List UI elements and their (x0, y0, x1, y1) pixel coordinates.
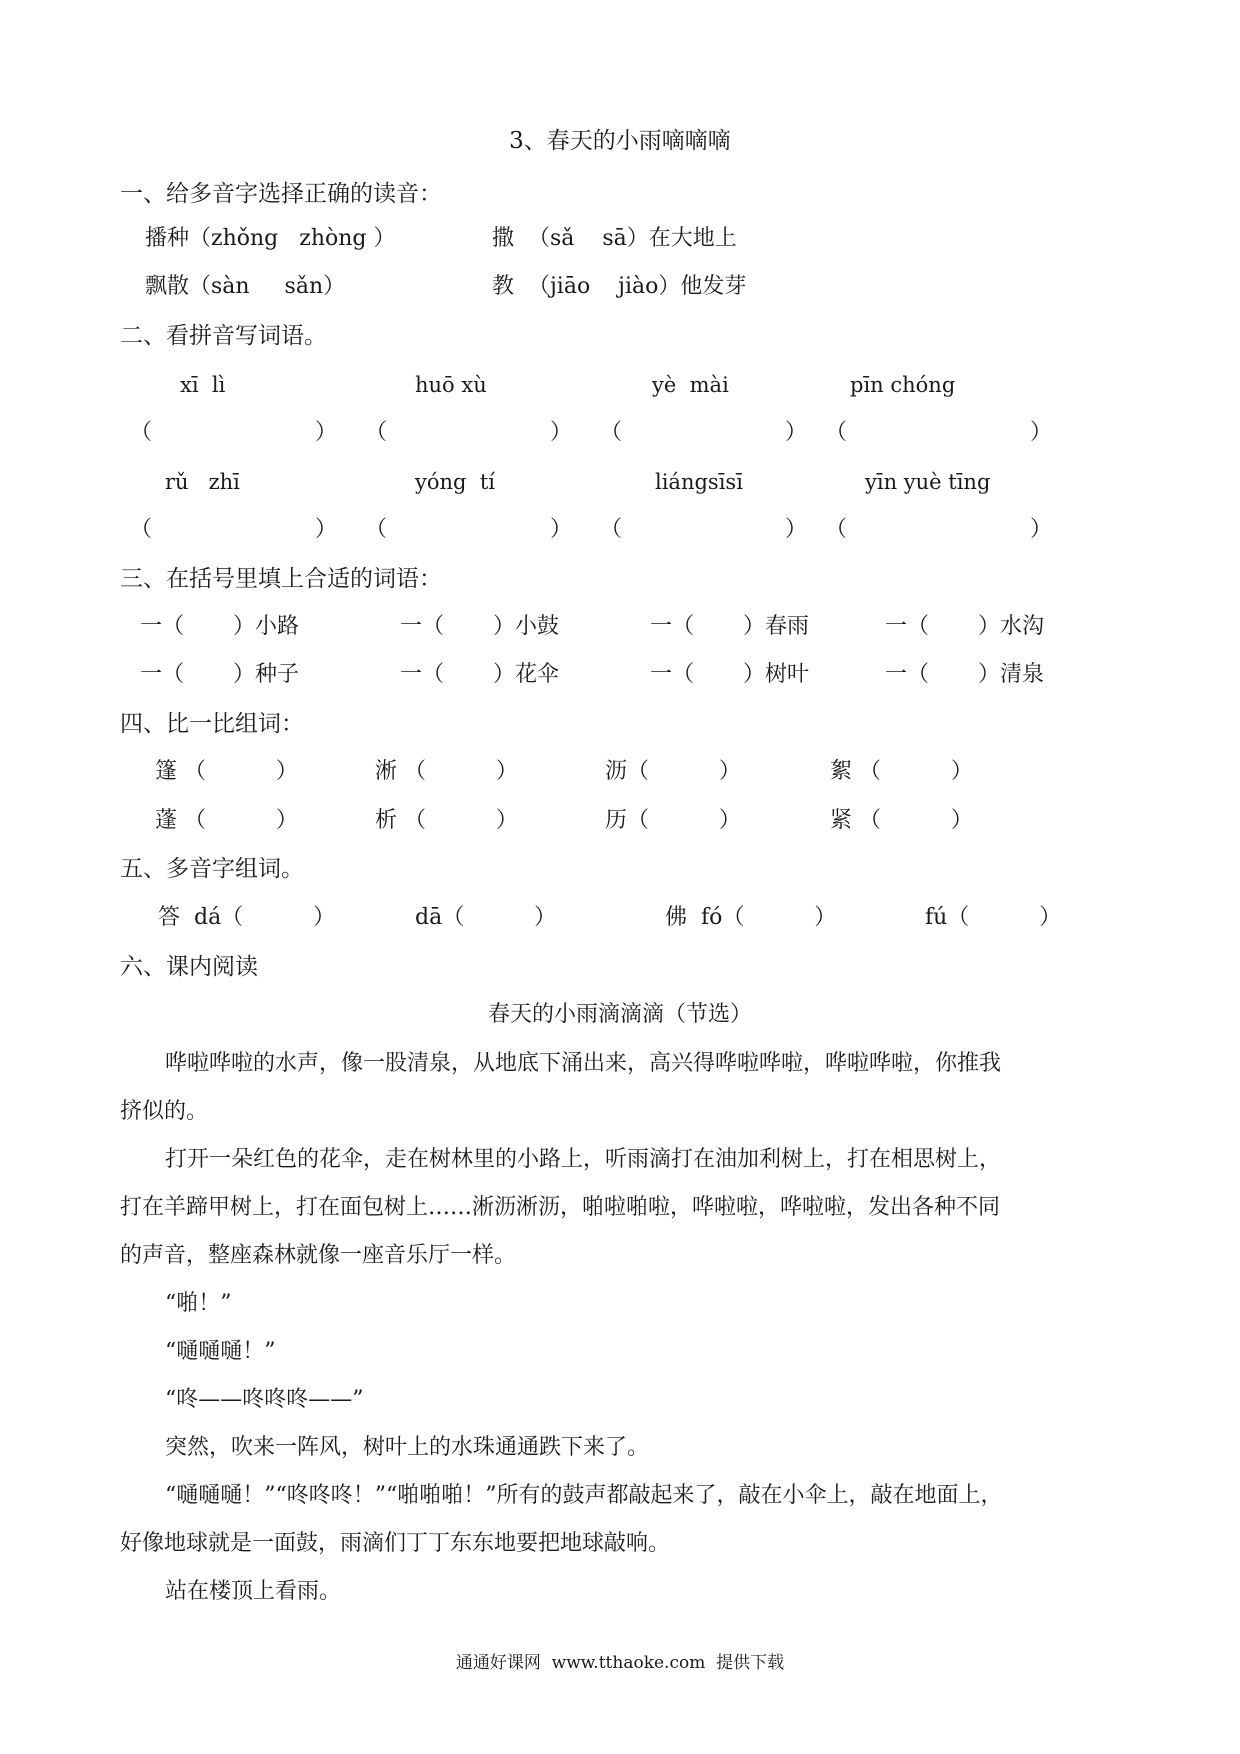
section4-heading: 四、比一比组词： (120, 711, 304, 737)
bracket-open: （ (600, 420, 623, 445)
passage-line: “啪！” (165, 1291, 232, 1316)
bracket-open: （ (130, 420, 153, 445)
bracket-open: （ (365, 420, 388, 445)
s3-item: 一（ ）水沟 (885, 614, 1044, 639)
bracket-close: ） (550, 517, 573, 542)
passage-line: “嗵嗵嗵！” (165, 1339, 276, 1364)
page-title: 3、春天的小雨嘀嘀嘀 (509, 128, 731, 154)
s3-item: 一（ ）春雨 (650, 614, 809, 639)
s3-item: 一（ ）树叶 (650, 662, 809, 687)
s3-item: 一（ ）花伞 (400, 662, 559, 687)
bracket-close: ） (550, 420, 573, 445)
bracket-close: ） (1030, 517, 1053, 542)
bracket-open: （ (130, 517, 153, 542)
bracket-open: （ (825, 420, 848, 445)
s5-item: fú（ ） (925, 905, 1062, 930)
passage-line: 挤似的。 (120, 1099, 209, 1124)
s4-item: 絮 （ ） (830, 759, 973, 784)
pinyin-1: xī lì (180, 373, 226, 397)
s4-item: 析 （ ） (375, 808, 518, 833)
s3-item: 一（ ）小鼓 (400, 614, 559, 639)
s4-item: 淅 （ ） (375, 759, 518, 784)
pinyin-5: rǔ zhī (165, 470, 240, 494)
s1-item-4: 教 （jiāo jiào）他发芽 (492, 274, 747, 299)
passage-title: 春天的小雨滴滴滴（节选） (487, 1002, 752, 1027)
s5-item: dā（ ） (415, 905, 557, 930)
passage-line: 的声音，整座森林就像一座音乐厅一样。 (120, 1243, 517, 1268)
pinyin-4: pīn chóng (850, 373, 956, 397)
s4-item: 篷 （ ） (155, 759, 298, 784)
passage-line: 打在羊蹄甲树上，打在面包树上……淅沥淅沥，啪啦啪啦，哗啦啦，哗啦啦，发出各种不同 (120, 1195, 1001, 1220)
s1-item-3: 飘散（sàn sǎn） (145, 274, 346, 299)
s3-item: 一（ ）种子 (140, 662, 299, 687)
s1-item-2: 撒 （sǎ sā）在大地上 (492, 226, 737, 251)
page-footer: 通通好课网 www.tthaoke.com 提供下载 (455, 1653, 785, 1673)
s4-item: 蓬 （ ） (155, 808, 298, 833)
passage-line: 突然，吹来一阵风，树叶上的水珠通通跌下来了。 (165, 1435, 650, 1460)
passage-line: “嗵嗵嗵！”“咚咚咚！”“啪啪啪！”所有的鼓声都敲起来了，敲在小伞上，敲在地面上， (165, 1483, 1003, 1508)
section1-heading: 一、给多音字选择正确的读音： (120, 181, 442, 207)
section3-heading: 三、在括号里填上合适的词语： (120, 566, 442, 592)
bracket-close: ） (785, 420, 808, 445)
bracket-open: （ (825, 517, 848, 542)
bracket-close: ） (315, 517, 338, 542)
pinyin-2: huō xù (415, 373, 487, 397)
pinyin-6: yóng tí (415, 470, 495, 494)
passage-line: “咚——咚咚咚——” (165, 1387, 364, 1412)
passage-line: 哗啦哗啦的水声，像一股清泉，从地底下涌出来，高兴得哗啦哗啦，哗啦哗啦，你推我 (165, 1051, 1002, 1076)
s3-item: 一（ ）小路 (140, 614, 299, 639)
passage-line: 打开一朵红色的花伞，走在树林里的小路上，听雨滴打在油加利树上，打在相思树上， (165, 1147, 1002, 1172)
bracket-close: ） (1030, 420, 1053, 445)
bracket-close: ） (315, 420, 338, 445)
passage-line: 好像地球就是一面鼓，雨滴们丁丁东东地要把地球敲响。 (120, 1531, 671, 1556)
section6-heading: 六、课内阅读 (120, 954, 258, 980)
s5-item: 答 dá（ ） (158, 905, 336, 930)
section5-heading: 五、多音字组词。 (120, 856, 304, 882)
pinyin-3: yè mài (652, 373, 729, 397)
s3-item: 一（ ）清泉 (885, 662, 1044, 687)
s4-item: 沥（ ） (605, 759, 741, 784)
section2-heading: 二、看拼音写词语。 (120, 323, 327, 349)
pinyin-7: liángsīsī (655, 470, 743, 494)
bracket-open: （ (365, 517, 388, 542)
bracket-close: ） (785, 517, 808, 542)
s1-item-1: 播种（zhǒng zhòng ） (145, 226, 396, 251)
s4-item: 历（ ） (605, 808, 741, 833)
passage-line: 站在楼顶上看雨。 (165, 1579, 342, 1604)
bracket-open: （ (600, 517, 623, 542)
s4-item: 紧 （ ） (830, 808, 973, 833)
pinyin-8: yīn yuè tīng (865, 470, 991, 494)
s5-item: 佛 fó（ ） (665, 905, 837, 930)
